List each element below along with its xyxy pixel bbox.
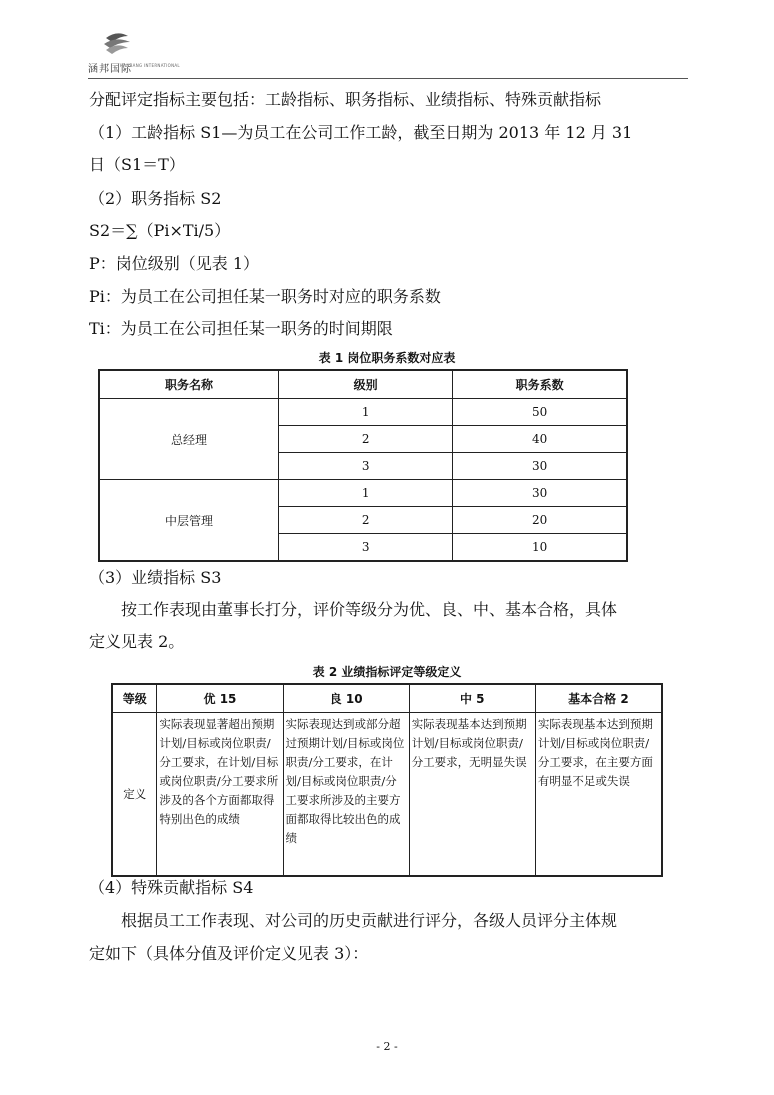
s4-paragraph-line-1: 根据员工工作表现、对公司的历史贡献进行评分，各级人员评分主体规	[121, 911, 618, 930]
table2-caption: 表 2 业绩指标评定等级定义	[312, 665, 462, 679]
s4-title: （4）特殊贡献指标 S4	[89, 878, 254, 897]
s1-line-2: 日（S1＝T）	[89, 155, 185, 174]
definition-cell: 实际表现基本达到预期计划/目标或岗位职责/分工要求，无明显失误	[409, 713, 535, 877]
coefficient-cell: 10	[453, 534, 627, 562]
table2-header-cell: 等级	[112, 684, 157, 713]
coefficient-cell: 40	[453, 426, 627, 453]
level-cell: 2	[279, 426, 453, 453]
table1-header-row	[99, 370, 627, 399]
table-row	[99, 480, 627, 507]
s3-paragraph-line-1: 按工作表现由董事长打分，评价等级分为优、良、中、基本合格，具体	[121, 600, 618, 619]
page-number: - 2 -	[376, 1040, 398, 1053]
ti-definition: Ti：为员工在公司担任某一职务的时间期限	[89, 319, 393, 338]
level-cell: 1	[279, 399, 453, 426]
coefficient-cell: 30	[453, 480, 627, 507]
coefficient-cell: 20	[453, 507, 627, 534]
s2-formula: S2＝∑（Pi×Ti/5）	[89, 221, 231, 240]
coefficient-cell: 30	[453, 453, 627, 480]
table2-header-cell: 中 5	[409, 684, 535, 713]
s3-title: （3）业绩指标 S3	[89, 568, 222, 587]
pi-definition: Pi：为员工在公司担任某一职务时对应的职务系数	[89, 287, 441, 306]
page-header	[88, 26, 688, 80]
table1-header-cell: 职务名称	[99, 370, 279, 399]
table1-caption: 表 1 岗位职务系数对应表	[318, 351, 456, 365]
definition-cell: 实际表现显著超出预期计划/目标或岗位职责/分工要求，在计划/目标或岗位职责/分工要求所涉及的各个方面都取得特别出色的成绩	[157, 713, 283, 877]
level-cell: 2	[279, 507, 453, 534]
table1-header-cell: 级别	[279, 370, 453, 399]
s4-paragraph-line-2: 定如下（具体分值及评价定义见表 3）：	[89, 944, 369, 963]
position-name-cell: 总经理	[99, 399, 279, 480]
table-row	[112, 713, 662, 877]
table2-header-row	[112, 684, 662, 713]
table2-header-cell: 基本合格 2	[535, 684, 662, 713]
level-cell: 1	[279, 480, 453, 507]
table2-header-cell: 优 15	[157, 684, 283, 713]
logo-text: 涵邦国际	[88, 64, 132, 75]
table2-header-cell: 良 10	[283, 684, 409, 713]
level-cell: 3	[279, 534, 453, 562]
table-row	[99, 399, 627, 426]
definition-label-cell: 定义	[112, 713, 157, 877]
definition-cell: 实际表现达到或部分超过预期计划/目标或岗位职责/分工要求，在计划/目标或岗位职责/分工要求所涉及的主要方面都取得比较出色的成绩	[283, 713, 409, 877]
s1-line-1: （1）工龄指标 S1—为员工在公司工作工龄，截至日期为 2013 年 12 月 31	[89, 123, 633, 142]
coefficient-cell: 50	[453, 399, 627, 426]
s3-paragraph-line-2: 定义见表 2。	[89, 632, 185, 651]
table2	[111, 683, 663, 877]
p-definition: P：岗位级别（见表 1）	[89, 254, 260, 273]
position-name-cell: 中层管理	[99, 480, 279, 562]
intro-line: 分配评定指标主要包括：工龄指标、职务指标、业绩指标、特殊贡献指标	[89, 90, 602, 109]
level-cell: 3	[279, 453, 453, 480]
company-logo-icon	[100, 28, 134, 60]
s2-title: （2）职务指标 S2	[89, 189, 222, 208]
table1	[98, 369, 628, 562]
logo-subtext: HANBANG INTERNATIONAL	[120, 63, 180, 68]
table1-header-cell: 职务系数	[453, 370, 627, 399]
definition-cell: 实际表现基本达到预期计划/目标或岗位职责/分工要求，在主要方面有明显不足或失误	[535, 713, 662, 877]
header-divider	[88, 78, 688, 79]
